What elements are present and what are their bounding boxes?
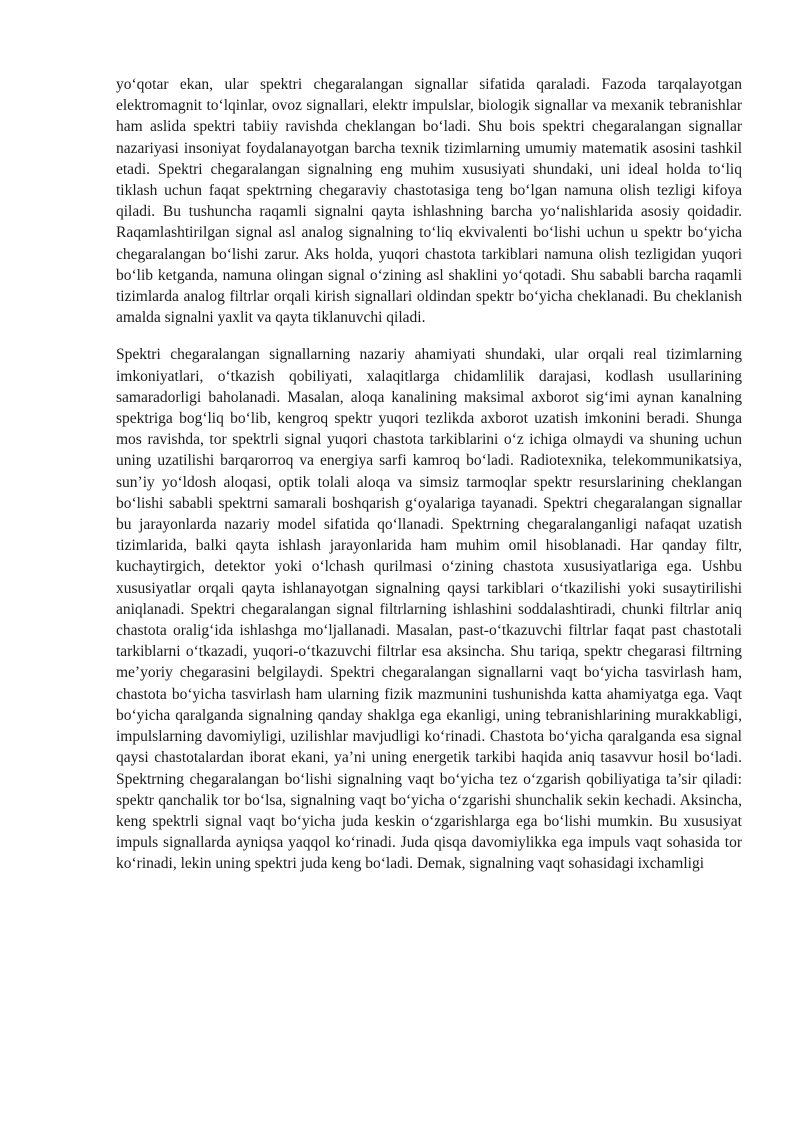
body-paragraph-1: yo‘qotar ekan, ular spektri chegaralangan signallar sifatida qaraladi. Fazoda tarqalayotgan elektromagnit to‘lqinlar, ovoz signallari, elektr impulslar, biologik signallar va mexanik tebranishlar ham aslida spektri tabiiy ravishda cheklangan bo‘ladi. Shu bois spektri chegaralangan signallar nazariyasi insoniyat foydalanayotgan barcha texnik tizimlarning umumiy matematik asosini tashkil etadi. Spektri chegaralangan signalning eng muhim xususiyati shundaki, uni ideal holda to‘liq tiklash uchun faqat spektrning chegaraviy chastotasiga teng bo‘lgan namuna olish tezligi kifoya qiladi. Bu tushuncha raqamli signalni qayta ishlashning barcha yo‘nalishlarida asosiy qoidadir. Raqamlashtirilgan signal asl analog signalning to‘liq ekvivalenti bo‘lishi uchun u spektr bo‘yicha chegaralangan bo‘lishi zarur. Aks holda, yuqori chastota tarkiblari namuna olish tezligidan yuqori bo‘lib ketganda, namuna olingan signal o‘zining asl shaklini yo‘qotadi. Shu sababli barcha raqamli tizimlarda analog filtrlar orqali kirish signallari oldindan spektr bo‘yicha cheklanadi. Bu cheklanish amalda signalni yaxlit va qayta tiklanuvchi qiladi.	[116, 76, 742, 327]
body-paragraph-2: Spektri chegaralangan signallarning nazariy ahamiyati shundaki, ular orqali real tizimlarning imkoniyatlari, o‘tkazish qobiliyati, xalaqitlarga chidamlilik darajasi, kodlash usullarining samaradorligi baholanadi. Masalan, aloqa kanalining maksimal axborot sig‘imi aynan kanalning spektriga bog‘liq bo‘lib, kengroq spektr yuqori tezlikda axborot uzatish imkonini beradi. Shunga mos ravishda, tor spektrli signal yuqori chastota tarkiblarini o‘z ichiga olmaydi va shuning uchun uning uzatilishi barqarorroq va energiya sarfi kamroq bo‘ladi. Radiotexnika, telekommunikatsiya, sun’iy yo‘ldosh aloqasi, optik tolali aloqa va simsiz tarmoqlar spektr resurslarining cheklangan bo‘lishi sababli spektrni samarali boshqarish g‘oyalariga tayanadi. Spektri chegaralangan signallar bu jarayonlarda nazariy model sifatida qo‘llanadi. Spektrning chegaralanganligi nafaqat uzatish tizimlarida, balki qayta ishlash jarayonlarida ham muhim omil hisoblanadi. Har qanday filtr, kuchaytirgich, detektor yoki o‘lchash qurilmasi o‘zining chastota xususiyatlariga ega. Ushbu xususiyatlar orqali qayta ishlanayotgan signalning qaysi tarkiblari o‘tkazilishi yoki susaytirilishi aniqlanadi. Spektri chegaralangan signal filtrlarning ishlashini soddalashtiradi, chunki filtrlar aniq chastota oralig‘ida ishlashga mo‘ljallanadi. Masalan, past-o‘tkazuvchi filtrlar faqat past chastotali tarkiblarni o‘tkazadi, yuqori-o‘tkazuvchi filtrlar esa aksincha. Shu tariqa, spektr chegarasi filtrning me’yoriy chegarasini belgilaydi. Spektri chegaralangan signallarni vaqt bo‘yicha tasvirlash ham, chastota bo‘yicha tasvirlash ham ularning fizik mazmunini tushunishda katta ahamiyatga ega. Vaqt bo‘yicha qaralganda signalning qanday shaklga ega ekanligi, uning tebranishlarining murakkabligi, impulslarning davomiyligi, uzilishlar mavjudligi ko‘rinadi. Chastota bo‘yicha qaralganda esa signal qaysi chastotalardan iborat ekani, ya’ni uning energetik tarkibi haqida aniq tasavvur hosil bo‘ladi. Spektrning chegaralangan bo‘lishi signalning vaqt bo‘yicha tez o‘zgarish qobiliyatiga ta’sir qiladi: spektr qanchalik tor bo‘lsa, signalning vaqt bo‘yicha o‘zgarishi shunchalik sekin kechadi. Aksincha, keng spektrli signal vaqt bo‘yicha juda keskin o‘zgarishlarga ega bo‘lishi mumkin. Bu xususiyat impuls signallarda ayniqsa yaqqol ko‘rinadi. Juda qisqa davomiylikka ega impuls vaqt sohasida tor ko‘rinadi, lekin uning spektri juda keng bo‘ladi. Demak, signalning vaqt sohasidagi ixchamligi	[116, 346, 742, 873]
document-page	[116, 74, 742, 875]
